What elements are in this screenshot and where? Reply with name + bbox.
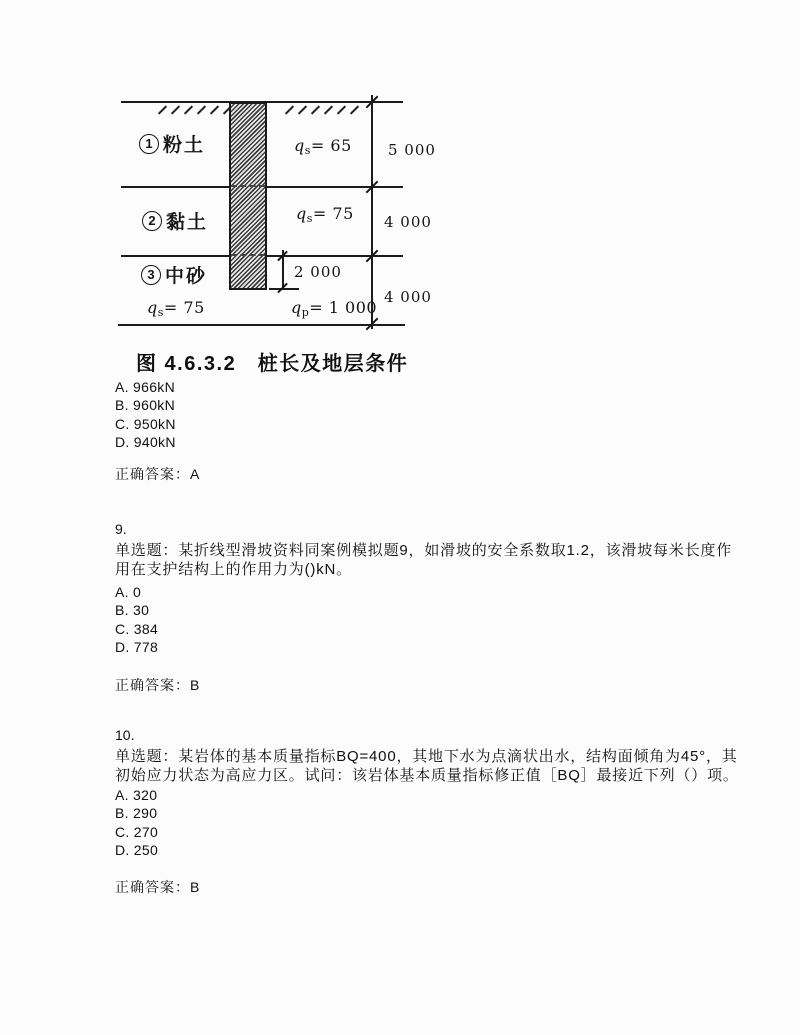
- layer3-label: [141, 261, 207, 288]
- layer2-name: 黏土: [166, 212, 209, 233]
- ground-hatch-tick: [324, 105, 333, 114]
- layer3-qs-label: $q_s= 75$: [147, 298, 205, 319]
- layer3-name: 中砂: [165, 266, 208, 287]
- question10-option-c: C. 270: [115, 823, 159, 840]
- question10-options: [115, 786, 158, 860]
- layer1-name: 粉土: [163, 135, 206, 156]
- layer3-qp-label: $q_p= 1$ 000: [291, 298, 378, 319]
- dim-4000-lower-label: 4 000: [384, 288, 432, 306]
- ground-hatch-tick: [350, 105, 359, 114]
- question10-answer: 正确答案：B: [115, 879, 201, 895]
- pile-hatch: [229, 102, 267, 290]
- question8-option-b: B. 960kN: [115, 397, 175, 414]
- question8-option-d: D. 940kN: [115, 434, 176, 451]
- dimension-line-vertical: [371, 95, 373, 329]
- question9-option-a: A. 0: [115, 584, 142, 600]
- circled-number-1: 1: [139, 134, 159, 154]
- circled-number-3: 3: [141, 265, 161, 285]
- ground-hatch-tick: [337, 105, 346, 114]
- question9-answer: 正确答案：B: [115, 677, 201, 693]
- question9-option-d: D. 778: [115, 639, 159, 656]
- question10-stem: [115, 747, 739, 785]
- question9-option-c: C. 384: [115, 620, 159, 637]
- question8-option-c: C. 950kN: [115, 415, 176, 432]
- question10-option-d: D. 250: [115, 842, 159, 859]
- ground-hatch-tick: [298, 105, 307, 114]
- dim-5000-label: 5 000: [388, 141, 436, 159]
- ground-hatch-tick: [311, 105, 320, 114]
- ground-hatch-tick: [285, 105, 294, 114]
- layer1-label: [139, 130, 205, 157]
- question10-number: 10.: [115, 727, 135, 743]
- question10-option-b: B. 290: [115, 805, 158, 822]
- figure-caption: 图 4.6.3.2 桩长及地层条件: [136, 353, 409, 375]
- ground-hatch-tick: [197, 105, 206, 114]
- question10-stem-line1: 单选题：某岩体的基本质量指标BQ=400，其地下水为点滴状出水，结构面倾角为45°，其: [115, 748, 738, 765]
- pile-layer2-3-dash: [231, 254, 265, 256]
- ground-hatch-tick: [210, 105, 219, 114]
- ground-hatch-tick: [158, 105, 167, 114]
- embed-dim-line-horizontal: [269, 288, 299, 290]
- question8-options: [115, 378, 176, 452]
- question9-options: [115, 583, 158, 657]
- question10-stem-line2: 初始应力状态为高应力区。试问：该岩体基本质量指标修正值［BQ］最接近下列（）项。: [115, 767, 739, 785]
- embed-2000-label: 2 000: [294, 263, 342, 281]
- question9-option-b: B. 30: [115, 602, 150, 619]
- question8-option-a: A. 966kN: [115, 379, 175, 395]
- question9-number: 9.: [115, 521, 127, 537]
- ground-hatch-tick: [184, 105, 193, 114]
- question10-option-a: A. 320: [115, 787, 158, 803]
- layer2-label: [142, 207, 208, 234]
- layer2-qs-label: $q_s= 75$: [296, 204, 354, 225]
- layer1-qs-label: $q_s= 65$: [294, 136, 352, 157]
- question9-stem: [115, 541, 732, 579]
- dim-4000-upper-label: 4 000: [384, 213, 432, 231]
- circled-number-2: 2: [142, 211, 162, 231]
- diagram-bottom-line: [118, 324, 405, 326]
- pile-layer1-2-dash: [231, 185, 265, 187]
- question9-stem-line2: 用在支护结构上的作用力为()kN。: [115, 561, 352, 579]
- question9-stem-line1: 单选题：某折线型滑坡资料同案例模拟题9，如滑坡的安全系数取1.2，该滑坡每米长度作: [115, 542, 732, 559]
- question8-answer: 正确答案：A: [115, 466, 201, 482]
- ground-hatch-tick: [171, 105, 180, 114]
